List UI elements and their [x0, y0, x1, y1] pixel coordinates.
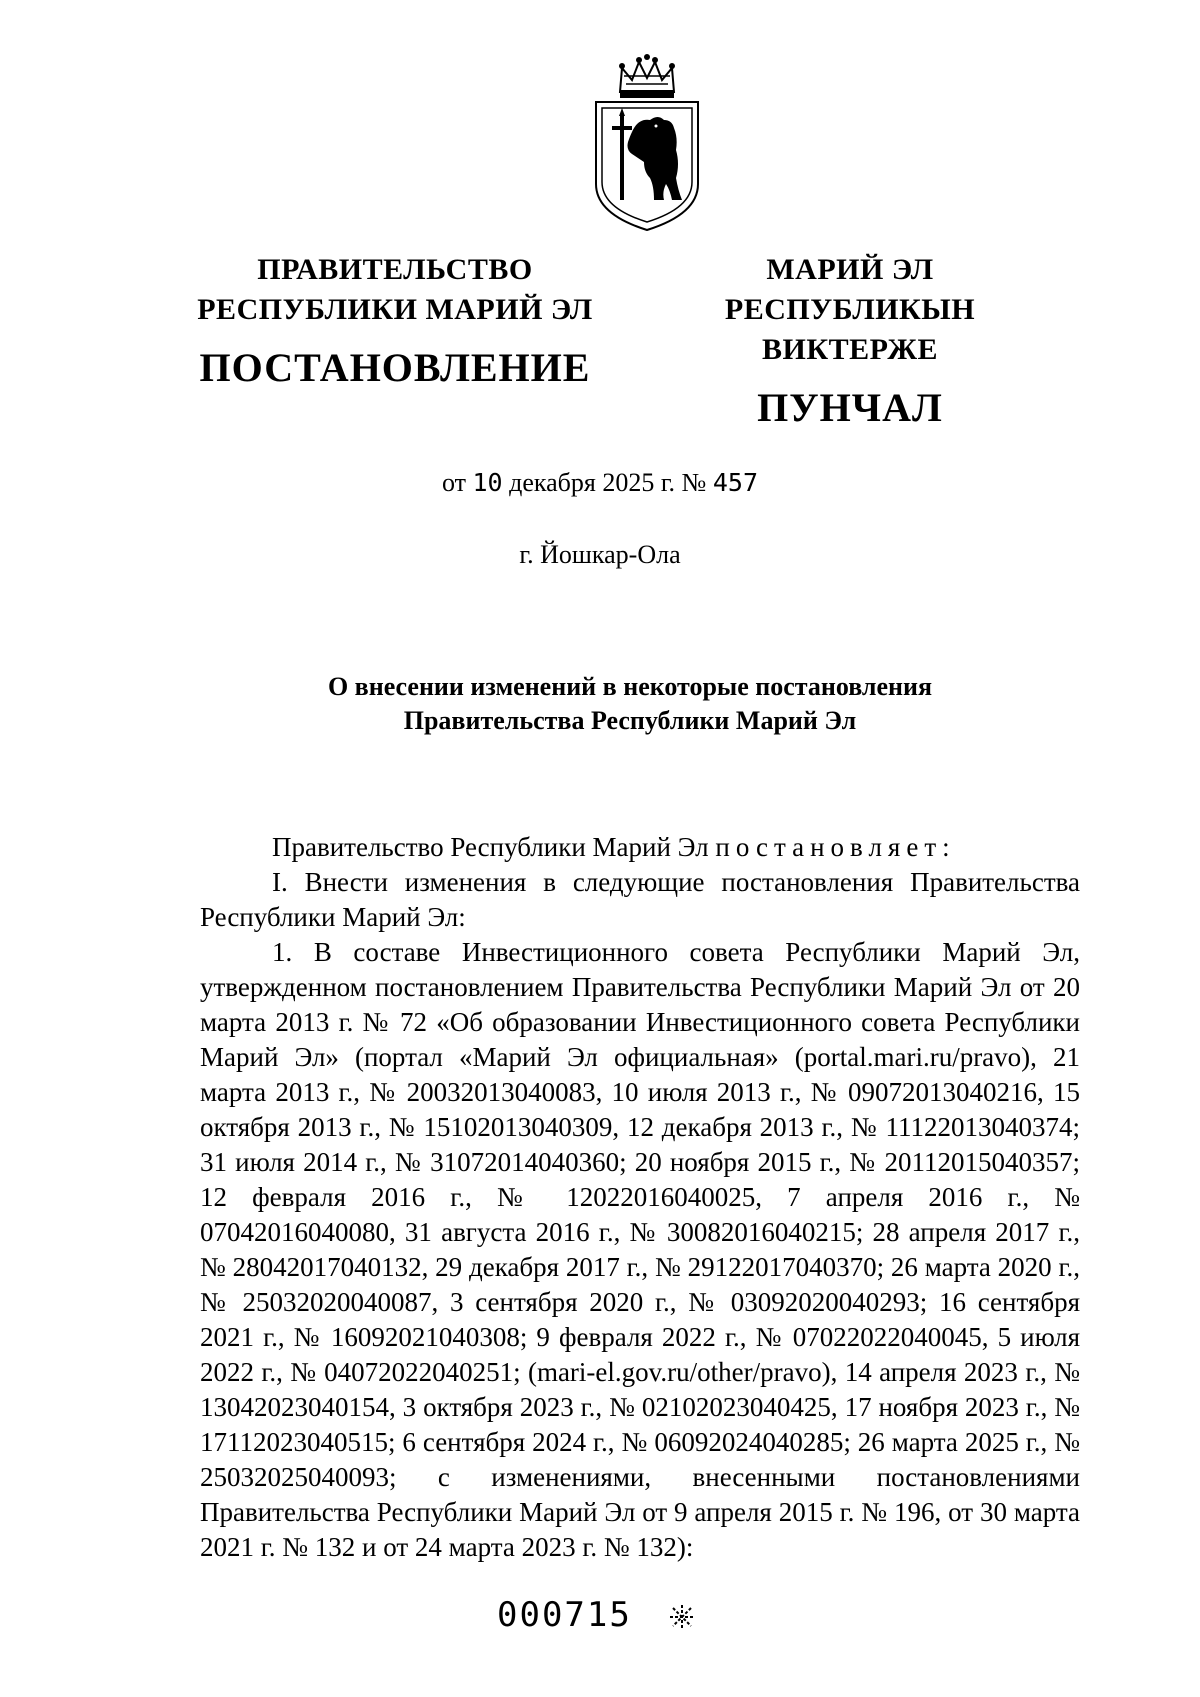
- serial-number: 000715: [497, 1595, 632, 1635]
- government-name-mari-line1: МАРИЙ ЭЛ РЕСПУБЛИКЫН: [724, 253, 976, 326]
- asterisk-stamp-icon: [668, 1603, 696, 1631]
- government-name-ru-line2: РЕСПУБЛИКИ МАРИЙ ЭЛ: [197, 293, 593, 326]
- title-line2: Правительства Республики Марий Эл: [403, 706, 857, 735]
- government-name-ru-line1: ПРАВИТЕЛЬСТВО: [257, 253, 533, 286]
- preamble-text: Правительство Республики Марий Эл: [272, 832, 709, 862]
- paragraph-preamble: [200, 830, 1080, 865]
- date-month-year: декабря 2025 г. №: [509, 468, 707, 497]
- title-line1: О внесении изменений в некоторые постановления: [327, 672, 933, 701]
- date-line: [0, 468, 1200, 498]
- date-prefix: от: [441, 468, 466, 497]
- city: г. Йошкар-Ола: [519, 540, 681, 569]
- header-right: [640, 250, 1060, 432]
- date-day: 10: [472, 468, 503, 497]
- preamble-spaced-word: постановляет:: [715, 832, 956, 862]
- header-left: [180, 250, 610, 392]
- document-title: [200, 670, 1060, 738]
- paragraph-item-1: 1. В составе Инвестиционного совета Республики Марий Эл, утвержденном постановлением Правительства Республики Марий Эл от 20 марта 2013 г. № 72 «Об образовании Инвестиционного совета Республики Марий Эл» (портал «Марий Эл официальная» (portal.mari.ru/pravo), 21 марта 2013 г., № 20032013040083, 10 июля 2013 г., № 09072013040216, 15 октября 2013 г., № 15102013040309, 12 декабря 2013 г., № 11122013040374; 31 июля 2014 г., № 31072014040360; 20 ноября 2015 г., № 20112015040357; 12 февраля 2016 г., № 12022016040025, 7 апреля 2016 г., № 07042016040080, 31 августа 2016 г., № 30082016040215; 28 апреля 2017 г., № 28042017040132, 29 декабря 2017 г., № 29122017040370; 26 марта 2020 г., № 25032020040087, 3 сентября 2020 г., № 03092020040293; 16 сентября 2021 г., № 16092021040308; 9 февраля 2022 г., № 07022022040045, 5 июля 2022 г., № 04072022040251; (mari-el.gov.ru/other/pravo), 14 апреля 2023 г., № 13042023040154, 3 октября 2023 г., № 02102023040425, 17 ноября 2023 г., № 17112023040515; 6 сентября 2024 г., № 06092024040285; 26 марта 2025 г., № 25032025040093; с изменениями, внесенными постановлениями Правительства Республики Марий Эл от 9 апреля 2015 г. № 196, от 30 марта 2021 г. № 132 и от 24 марта 2023 г. № 132):: [200, 937, 1080, 1562]
- doc-type-mari: ПУНЧАЛ: [757, 385, 943, 430]
- coat-of-arms-emblem: [592, 54, 702, 234]
- government-name-mari-line2: ВИКТЕРЖЕ: [761, 333, 939, 366]
- document-number: 457: [712, 468, 759, 497]
- paragraph-item-I: I. Внести изменения в следующие постановления Правительства Республики Марий Эл:: [200, 867, 1080, 932]
- crown-icon: [619, 54, 675, 98]
- document-body: [200, 830, 1080, 1565]
- doc-type-ru: ПОСТАНОВЛЕНИЕ: [199, 345, 591, 390]
